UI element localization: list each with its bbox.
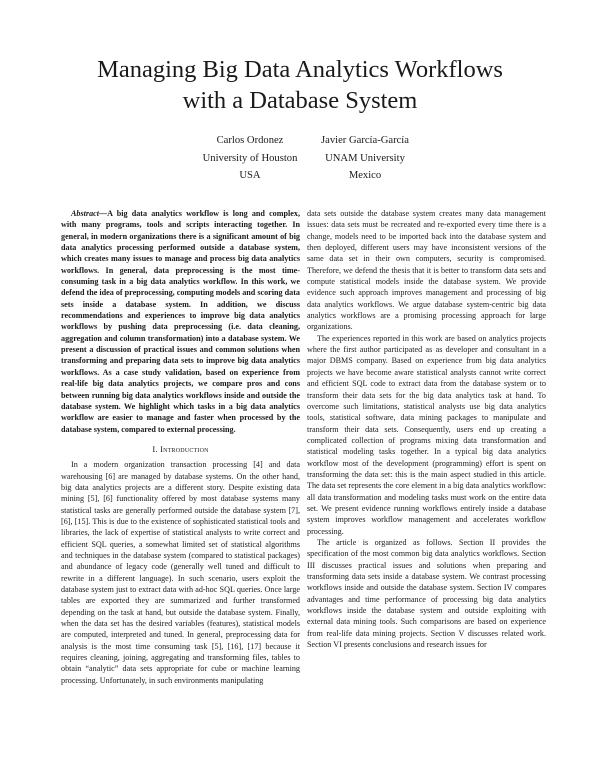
body-paragraph: The article is organized as follows. Section II provides the specification of the most common big data analytics workflows. Section III discusses practical issues and solutions when preparing and transforming data sets inside a database system. We contrast processing workflows inside and outside the database system. Section IV compares advantages and time performance of processing big data analytics workflows inside the database system and outside exploiting with external data mining tools. Such comparisons are based on experience from real-life data mining projects. Section V discusses related work. Section VI presents conclusions and research issues for bbox=[307, 537, 546, 650]
section-title: Introduction bbox=[160, 443, 209, 454]
body-paragraph: The experiences reported in this work are based on analytics projects where the first author participated as as developer and consultant in a major DBMS company. Based on experience from big data analytics projects we have become aware statistical analysts cannot write correct and efficient SQL code to extract data from the database system or to transform their data sets for the big data analytics task at hand. To overcome such limitations, statistical analysts use big data analytics tools, statistical software, data mining packages to manipulate and transform their data sets. Consequently, users end up creating a complicated collection of programs mixing data transformation and statistical modeling tasks together. In a typical big data analytics workflow most of the development (programming) effort is spent on transforming the data set: this is the main aspect studied in this article. The data set represents the core element in a big data analytics workflow: all data transformation and modeling tasks must work on the entire data set. We present evidence running workflows entirely inside a database system improves workflow management and accelerates workflow processing. bbox=[307, 333, 546, 536]
author-affiliation: University of Houston bbox=[202, 152, 298, 164]
abstract-label: Abstract bbox=[71, 209, 99, 218]
title-line-2: with a Database System bbox=[182, 87, 418, 114]
section-heading bbox=[61, 444, 300, 455]
author-country: USA bbox=[239, 170, 261, 181]
author-name: Carlos Ordonez bbox=[216, 135, 284, 146]
author-affiliation: UNAM University bbox=[325, 152, 405, 164]
author-name: Javier García-García bbox=[321, 135, 409, 146]
section-number: I. bbox=[152, 443, 158, 454]
author-country: Mexico bbox=[348, 170, 382, 181]
abstract-text: —A big data analytics workflow is long and complex, with many programs, tools and scripts interacting together. In general, in modern organizations there is a significant amount of big data analytics processing performed outside a database system, which creates many issues to manage and process big data analytics workflows. In general, data preprocessing is the most time-consuming task in a big data analytics workflow. In this work, we defend the idea of preprocessing, computing models and scoring data sets inside a database system. In addition, we discuss recommendations and experiences to improve big data analytics workflows by pushing data preprocessing (i.e. data cleaning, aggregation and column transformation) into a database system. We present a discussion of practical issues and common solutions when transforming and preparing data sets to improve big data analytics workflows. As a case study validation, based on experience from real-life big data analytics projects, we compare pros and cons between running big data analytics workflows inside and outside the database system. We highlight which tasks in a big data analytics workflow are easier to manage and faster when processed by the database system, compared to external processing. bbox=[61, 209, 300, 434]
left-column bbox=[61, 208, 300, 686]
author-block-1 bbox=[185, 132, 315, 185]
right-column bbox=[307, 208, 546, 650]
author-block-2 bbox=[300, 132, 430, 185]
abstract bbox=[61, 208, 300, 435]
title-line-1: Managing Big Data Analytics Workflows bbox=[97, 56, 503, 83]
paper-title bbox=[40, 54, 560, 116]
body-paragraph: data sets outside the database system creates many data management issues: data sets must be recreated and re-exported every time there is a change, models need to be imported back into the database system and then deployed, different users may have inconsistent versions of the same data set in their own computers, security is compromised. Therefore, we defend the thesis that it is better to transform data sets and compute statistical models inside the database system. We provide evidence such approach improves management and processing of big data analytics workflows. We argue database system-centric big data analytics workflows are a promising processing approach for large organizations. bbox=[307, 209, 546, 332]
body-paragraph: In a modern organization transaction processing [4] and data warehousing [6] are managed by database systems. On the other hand, big data analytics projects are a different story. Despite existing data mining [5], [6] functionality offered by most database systems many statistical tasks are generally performed outside the database system [7], [6], [15]. This is due to the existence of sophisticated statistical tools and libraries, the lack of expertise of statistical analysts to write correct and efficient SQL queries, a somewhat limited set of statistical algorithms and techniques in the database system (compared to statistical packages) and abundance of legacy code (generally well tuned and difficult to rewrite in a different language). In such scenario, users exploit the database system just to extract data with ad-hoc SQL queries. Once large tables are exported they are summarized and further transformed depending on the task at hand, but outside the database system. Finally, when the data set has the desired variables (features), statistical models are computed, interpreted and tuned. In general, preprocessing data for analysis is the most time consuming task [5], [16], [17] because it requires cleaning, joining, aggregating and transforming files, tables to obtain “analytic” data sets appropriate for cube or machine learning processing. Unfortunately, in such environments manipulating bbox=[61, 460, 300, 685]
